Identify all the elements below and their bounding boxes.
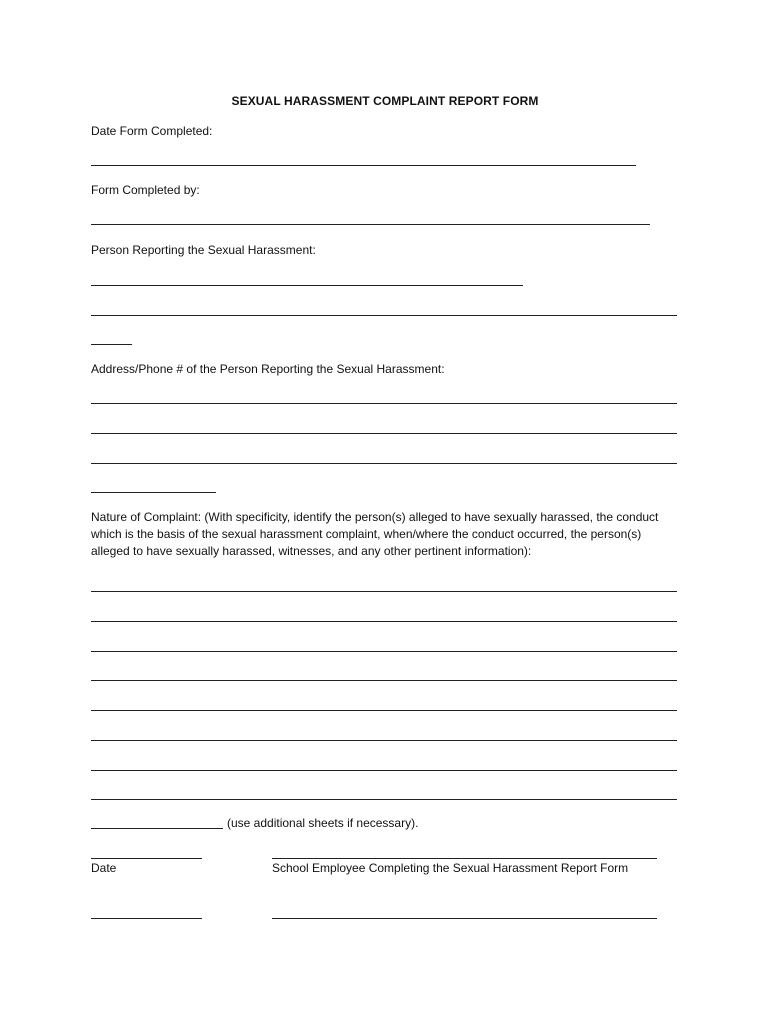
form-completed-by-label: Form Completed by: <box>91 183 200 197</box>
complaint-line-4[interactable] <box>91 680 677 681</box>
date-signature-line[interactable] <box>91 858 202 859</box>
person-reporting-line-1[interactable] <box>91 285 523 286</box>
date-form-completed-label: Date Form Completed: <box>91 124 213 138</box>
complaint-line-7[interactable] <box>91 770 677 771</box>
form-title: SEXUAL HARASSMENT COMPLAINT REPORT FORM <box>231 94 539 108</box>
second-signature-line[interactable] <box>272 918 657 919</box>
person-reporting-line-2[interactable] <box>91 315 677 316</box>
employee-signature-line[interactable] <box>272 858 657 859</box>
additional-sheets-line[interactable] <box>91 828 223 829</box>
additional-sheets-note: (use additional sheets if necessary). <box>227 816 419 830</box>
address-phone-line-4[interactable] <box>91 492 216 493</box>
address-phone-label: Address/Phone # of the Person Reporting the Sexual Harassment: <box>91 362 445 376</box>
person-reporting-line-3[interactable] <box>91 344 132 345</box>
complaint-line-6[interactable] <box>91 740 677 741</box>
date-signature-label: Date <box>91 861 117 875</box>
complaint-line-1[interactable] <box>91 591 677 592</box>
complaint-line-8[interactable] <box>91 799 677 800</box>
complaint-line-3[interactable] <box>91 651 677 652</box>
employee-signature-label: School Employee Completing the Sexual Harassment Report Form <box>272 861 629 875</box>
nature-of-complaint-label: Nature of Complaint: (With specificity, identify the person(s) alleged to have sexually harassed, the conduct which is the basis of the sexual harassment complaint, when/where the conduct occurred, the person(s) alleged to have sexually harassed, witnesses, and any other pertinent information): <box>91 510 659 558</box>
address-phone-line-1[interactable] <box>91 403 677 404</box>
second-date-line[interactable] <box>91 918 202 919</box>
form-completed-by-line[interactable] <box>91 224 650 225</box>
complaint-line-5[interactable] <box>91 710 677 711</box>
address-phone-line-2[interactable] <box>91 433 677 434</box>
date-form-completed-line[interactable] <box>91 165 636 166</box>
person-reporting-label: Person Reporting the Sexual Harassment: <box>91 243 316 257</box>
complaint-line-2[interactable] <box>91 621 677 622</box>
address-phone-line-3[interactable] <box>91 463 677 464</box>
